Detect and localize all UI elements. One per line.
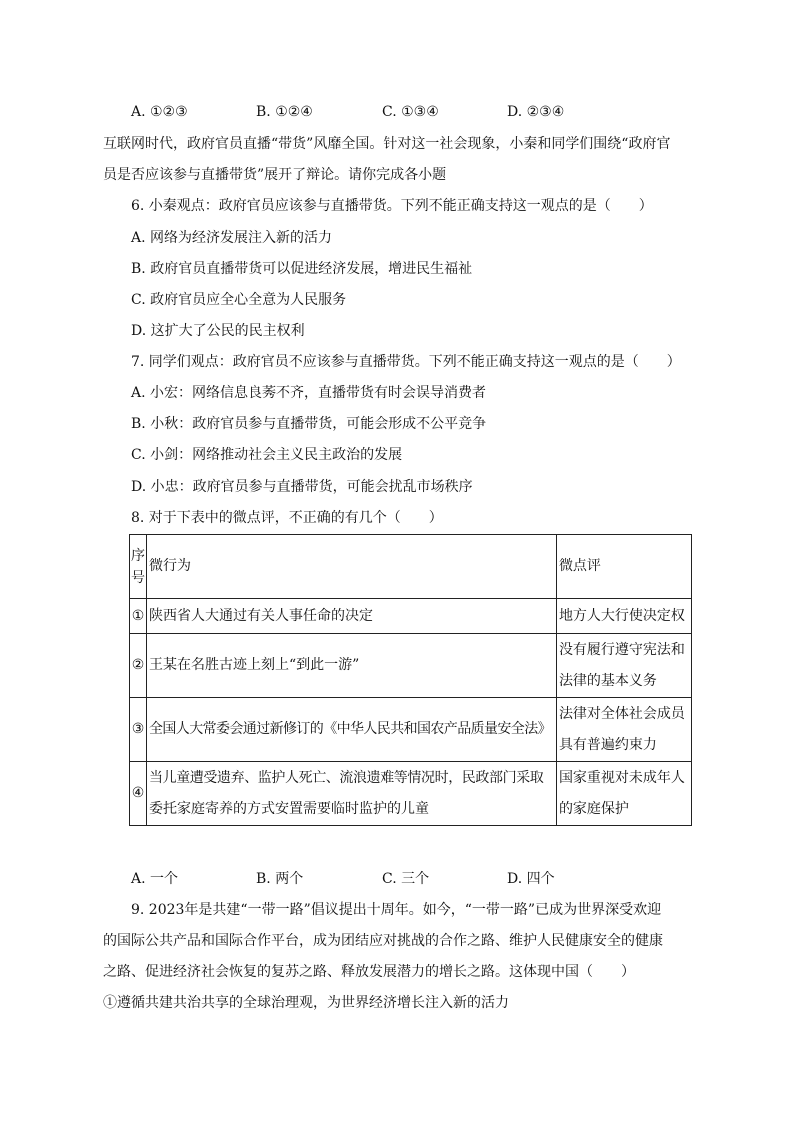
row-review-line-1: 国家重视对未成年人 xyxy=(558,769,685,786)
table-row xyxy=(130,599,692,634)
q8-option-a: A. 一个 xyxy=(131,871,179,887)
q6-option-d: D. 这扩大了公民的民主权利 xyxy=(131,323,305,339)
row-review xyxy=(556,762,691,826)
q7-option-c: C. 小剑：网络推动社会主义民主政治的发展 xyxy=(131,447,403,463)
q5-option-c: C. ①③④ xyxy=(382,104,439,120)
row-review xyxy=(556,698,691,762)
table-row xyxy=(130,762,692,826)
q7-option-b: B. 小秋：政府官员参与直播带货，可能会形成不公平竞争 xyxy=(131,416,487,432)
row-action-line-1: 当儿童遭受遗弃、监护人死亡、流浪遗难等情况时，民政部门采取 xyxy=(149,769,544,786)
table-row xyxy=(130,698,692,762)
q5-option-b: B. ①②④ xyxy=(256,104,313,120)
row-review-line-1: 法律对全体社会成员 xyxy=(558,705,685,722)
q7-option-d: D. 小忠：政府官员参与直播带货，可能会扰乱市场秩序 xyxy=(131,479,473,495)
row-review-line-2: 具有普遍约束力 xyxy=(558,736,657,753)
row-action-line-2: 委托家庭寄养的方式安置需要临时监护的儿童 xyxy=(149,800,429,817)
q6-stem: 6. 小秦观点：政府官员应该参与直播带货。下列不能正确支持这一观点的是（ ） xyxy=(131,198,653,214)
row-review xyxy=(556,634,691,698)
row-number: ④ xyxy=(130,762,147,826)
q6-option-a: A. 网络为经济发展注入新的活力 xyxy=(131,230,333,246)
q8-option-b: B. 两个 xyxy=(256,871,304,887)
row-number: ① xyxy=(130,599,147,634)
q6-option-c: C. 政府官员应全心全意为人民服务 xyxy=(131,292,347,308)
q9-line-3: 之路、促进经济社会恢复的复苏之路、释放发展潜力的增长之路。这体现中国（ ） xyxy=(103,964,635,980)
q6-option-b: B. 政府官员直播带货可以促进经济发展，增进民生福祉 xyxy=(131,261,473,277)
table-header-row xyxy=(130,535,692,599)
header-number xyxy=(130,535,147,599)
table-row xyxy=(130,634,692,698)
row-action: 陕西省人大通过有关人事任命的决定 xyxy=(147,599,557,634)
intro-line-1: 互联网时代，政府官员直播“带货”风靡全国。针对这一社会现象，小秦和同学们围绕“政府官 xyxy=(103,136,671,152)
q9-line-1: 9. 2023年是共建“一带一路”倡议提出十周年。如今，“一带一路”已成为世界深受欢迎 xyxy=(131,902,662,918)
intro-line-2: 员是否应该参与直播带货”展开了辩论。请你完成各小题 xyxy=(103,167,447,183)
row-review-line-2: 的家庭保护 xyxy=(558,800,629,817)
row-review-line-1: 没有履行遵守宪法和 xyxy=(558,641,685,658)
header-action: 微行为 xyxy=(147,535,557,599)
row-review: 地方人大行使决定权 xyxy=(556,599,691,634)
q8-option-d: D. 四个 xyxy=(507,871,555,887)
q8-stem: 8. 对于下表中的微点评，不正确的有几个（ ） xyxy=(131,510,443,526)
row-number: ② xyxy=(130,634,147,698)
q8-options xyxy=(131,869,691,889)
row-action: 全国人大常委会通过新修订的《中华人民共和国农产品质量安全法》 xyxy=(147,698,557,762)
header-number-line-2: 号 xyxy=(131,569,145,586)
q9-option-1: ①遵循共建共治共享的全球治理观，为世界经济增长注入新的活力 xyxy=(103,995,509,1011)
row-action xyxy=(147,762,557,826)
q5-option-a: A. ①②③ xyxy=(131,104,188,120)
header-number-line-1: 序 xyxy=(131,547,145,564)
row-action: 王某在名胜古迹上刻上“到此一游” xyxy=(147,634,557,698)
q9-line-2: 的国际公共产品和国际合作平台，成为团结应对挑战的合作之路、维护人民健康安全的健康 xyxy=(103,933,663,949)
row-number: ③ xyxy=(130,698,147,762)
row-review-line-2: 法律的基本义务 xyxy=(558,672,657,689)
q8-table xyxy=(129,534,692,826)
q5-option-d: D. ②③④ xyxy=(507,104,565,120)
q8-option-c: C. 三个 xyxy=(382,871,430,887)
q7-option-a: A. 小宏：网络信息良莠不齐，直播带货有时会误导消费者 xyxy=(131,385,487,401)
q5-options xyxy=(131,102,691,122)
header-review: 微点评 xyxy=(556,535,691,599)
q7-stem: 7. 同学们观点：政府官员不应该参与直播带货。下列不能正确支持这一观点的是（ ） xyxy=(131,354,681,370)
